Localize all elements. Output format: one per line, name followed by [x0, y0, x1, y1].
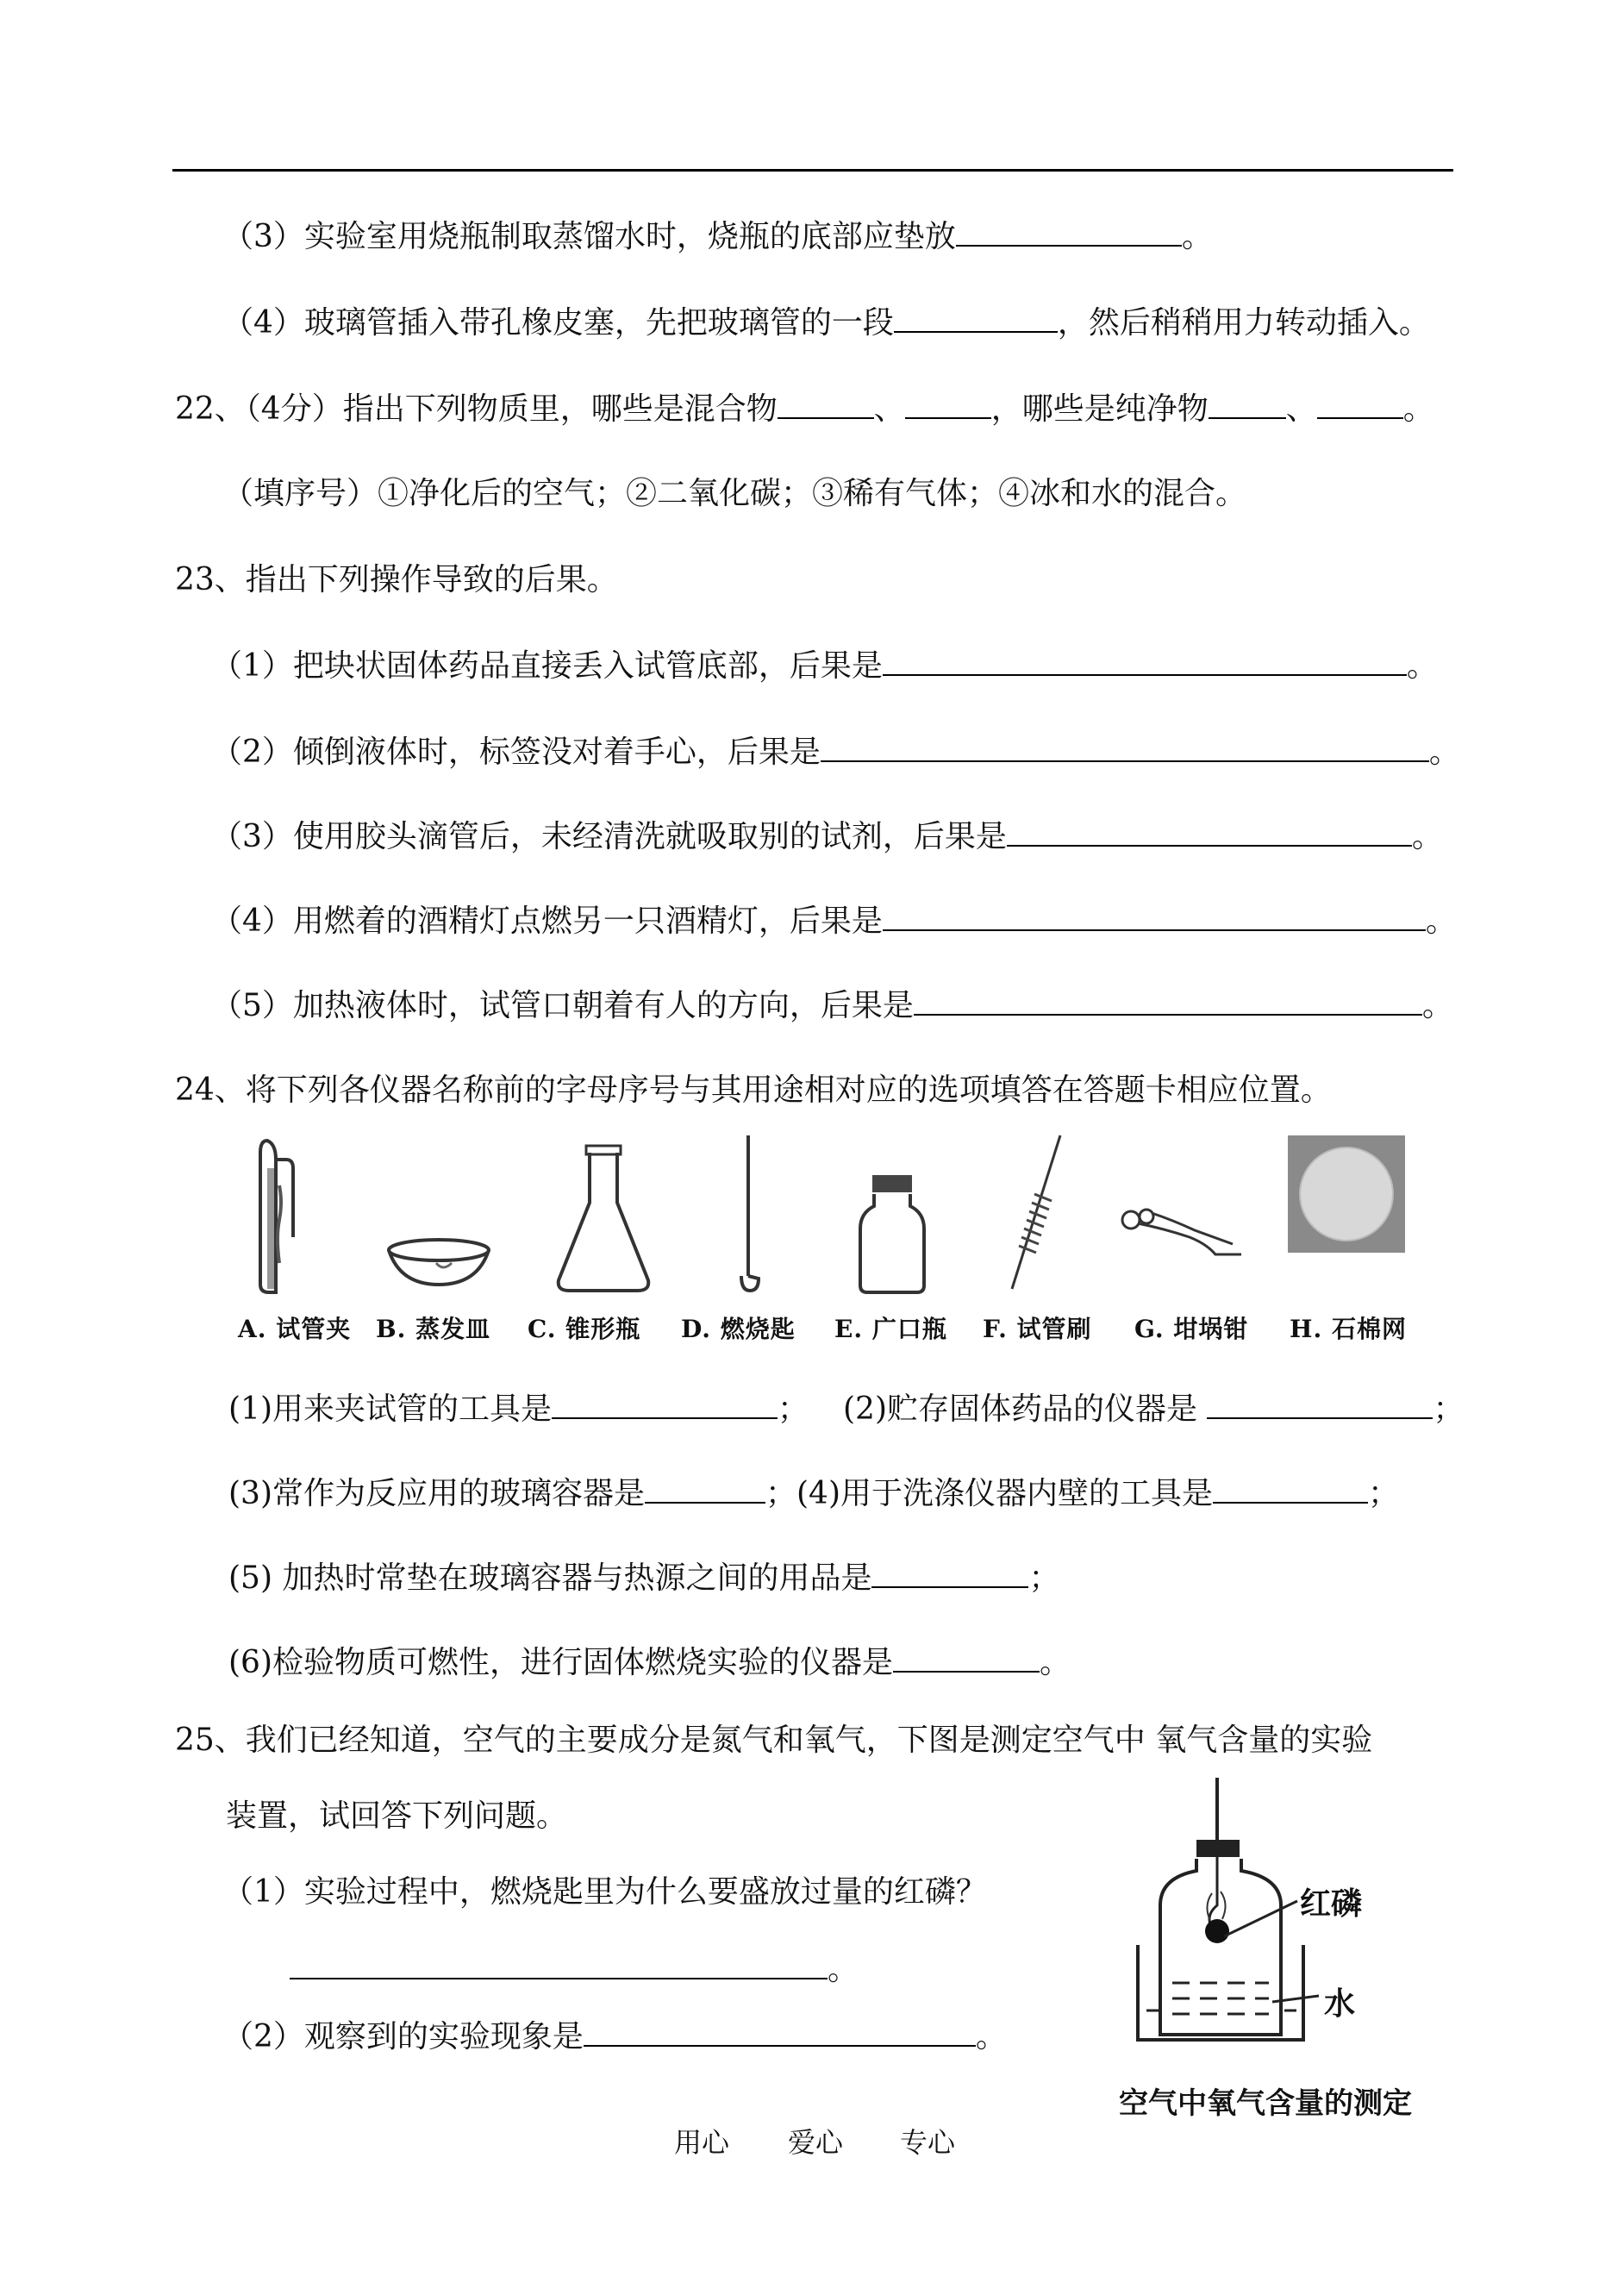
- figure-caption: 空气中氧气含量的测定: [1119, 2086, 1412, 2121]
- q24-sub-6: (6)检验物质可燃性，进行固体燃烧实验的仪器是 。: [228, 1640, 1071, 1685]
- instrument-caption-a: A. 试管夹: [238, 1315, 352, 1343]
- test-tube-brush-icon: [991, 1134, 1077, 1301]
- wide-mouth-bottle-icon: [853, 1134, 931, 1301]
- evaporating-dish-icon: [383, 1134, 495, 1301]
- answer-blank[interactable]: [1213, 1471, 1368, 1504]
- q23-item-5: （5）加热液体时，试管口朝着有人的方向，后果是 。: [211, 983, 1453, 1028]
- answer-blank[interactable]: [1007, 814, 1412, 847]
- q24-sub-1-2: (1)用来夹试管的工具是 ； (2)贮存固体药品的仪器是 ；: [228, 1386, 1464, 1431]
- q25-stem-line-1: 25、我们已经知道，空气的主要成分是氮气和氧气，下图是测定空气中 氧气含量的实验: [175, 1723, 1373, 1758]
- q21-item-3: （3）实验室用烧瓶制取蒸馏水时，烧瓶的底部应垫放 。: [222, 214, 1213, 259]
- q22-stem: 22、（4分）指出下列物质里，哪些是混合物 、 ，哪些是纯净物 、 。: [175, 386, 1434, 431]
- combustion-spoon-icon: [722, 1134, 774, 1301]
- asbestos-gauze-icon: [1286, 1134, 1407, 1275]
- instrument-caption-e: E. 广口瓶: [834, 1315, 947, 1343]
- answer-blank[interactable]: [584, 2014, 976, 2047]
- answer-blank[interactable]: [290, 1947, 828, 1979]
- instrument-caption-f: F. 试管刷: [983, 1315, 1092, 1343]
- footer-word-3: 专心: [900, 2126, 956, 2159]
- q25-sub-2: （2）观察到的实验现象是 。: [222, 2014, 1007, 2059]
- q21-item-4: （4）玻璃管插入带孔橡皮塞，先把玻璃管的一段 ，然后稍稍用力转动插入。: [222, 300, 1430, 345]
- answer-blank[interactable]: [871, 1555, 1028, 1588]
- q22-options: （填序号）①净化后的空气；②二氧化碳；③稀有气体；④冰和水的混合。: [222, 476, 1247, 511]
- q23-item-2: （2）倾倒液体时，标签没对着手心，后果是 。: [211, 729, 1460, 774]
- answer-blank[interactable]: [905, 386, 991, 419]
- answer-blank[interactable]: [778, 386, 874, 419]
- instrument-caption-c: C. 锥形瓶: [528, 1315, 641, 1343]
- answer-blank[interactable]: [1317, 386, 1403, 419]
- answer-blank[interactable]: [883, 898, 1426, 931]
- instrument-caption-h: H. 石棉网: [1290, 1315, 1407, 1343]
- answer-blank[interactable]: [883, 643, 1407, 676]
- label-red-phosphorus: 红磷: [1300, 1885, 1363, 1922]
- q24-sub-5: (5) 加热时常垫在玻璃容器与热源之间的用品是 ；: [228, 1555, 1059, 1600]
- q23-item-1: （1）把块状固体药品直接丢入试管底部，后果是 。: [211, 643, 1438, 688]
- conical-flask-icon: [552, 1134, 655, 1301]
- q25-sub-1-answer: 。: [290, 1947, 859, 1992]
- footer-word-2: 爱心: [788, 2126, 844, 2159]
- label-water: 水: [1324, 1985, 1356, 2022]
- crucible-tongs-icon: [1112, 1134, 1250, 1301]
- q25-stem-line-2: 装置，试回答下列问题。: [226, 1798, 568, 1834]
- instrument-caption-d: D. 燃烧匙: [681, 1315, 796, 1343]
- answer-blank[interactable]: [914, 983, 1422, 1016]
- q23-stem: 23、指出下列操作导致的后果。: [175, 562, 618, 597]
- footer-word-1: 用心: [674, 2126, 730, 2159]
- answer-blank[interactable]: [956, 214, 1182, 247]
- q23-item-3: （3）使用胶头滴管后，未经清洗就吸取别的试剂，后果是 。: [211, 814, 1443, 859]
- test-tube-holder-icon: [241, 1134, 319, 1301]
- answer-blank[interactable]: [821, 729, 1429, 762]
- q25-sub-1: （1）实验过程中，燃烧匙里为什么要盛放过量的红磷？: [222, 1874, 987, 1910]
- answer-blank[interactable]: [894, 300, 1058, 333]
- answer-blank[interactable]: [1207, 1386, 1433, 1419]
- header-rule: [172, 169, 1453, 172]
- q24-sub-3-4: (3)常作为反应用的玻璃容器是 ；(4)用于洗涤仪器内壁的工具是 ；: [228, 1471, 1399, 1516]
- answer-blank[interactable]: [645, 1471, 765, 1504]
- answer-blank[interactable]: [1209, 386, 1286, 419]
- q23-item-4: （4）用燃着的酒精灯点燃另一只酒精灯，后果是 。: [211, 898, 1457, 943]
- q24-stem: 24、将下列各仪器名称前的字母序号与其用途相对应的选项填答在答题卡相应位置。: [175, 1072, 1332, 1108]
- answer-blank[interactable]: [552, 1386, 778, 1419]
- answer-blank[interactable]: [893, 1640, 1040, 1673]
- oxygen-measurement-apparatus: [1121, 1776, 1327, 2055]
- instrument-caption-g: G. 坩埚钳: [1134, 1315, 1249, 1343]
- instrument-caption-b: B. 蒸发皿: [376, 1315, 491, 1343]
